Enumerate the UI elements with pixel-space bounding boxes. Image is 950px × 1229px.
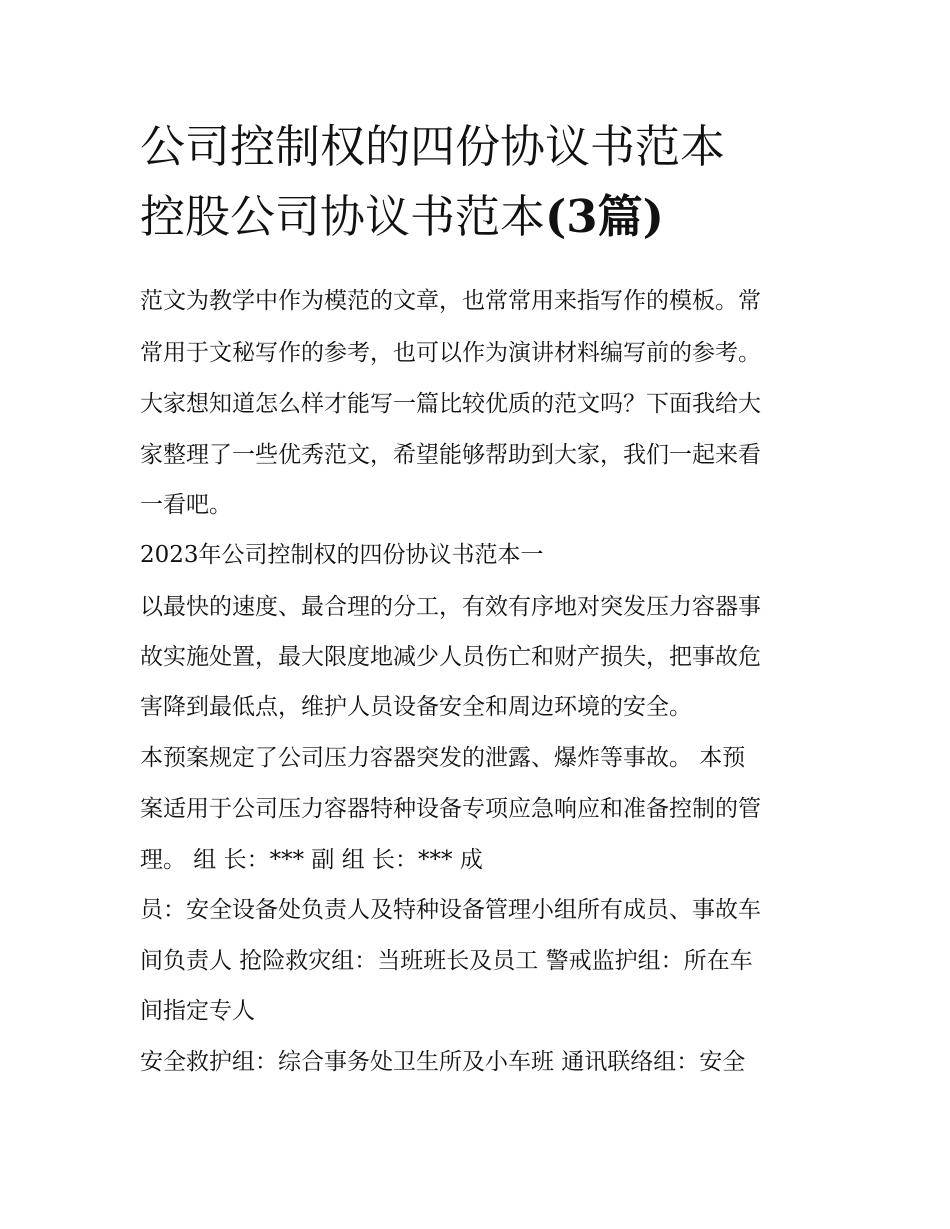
intro-line-4: 家整理了一些优秀范文，希望能够帮助到大家，我们一起来看	[140, 442, 761, 468]
body-line-1: 以最快的速度、最合理的分工，有效有序地对突发压力容器事	[140, 594, 761, 620]
body-line-3: 害降到最低点，维护人员设备安全和周边环境的安全。	[140, 694, 692, 720]
body-line-2: 故实施处置，最大限度地减少人员伤亡和财产损失，把事故危	[140, 644, 761, 670]
body-line-9: 间指定专人	[140, 998, 255, 1024]
body-line-8: 间负责人 抢险救灾组：当班班长及员工 警戒监护组：所在车	[140, 948, 753, 974]
title-line-2-main: 控股公司协议书范本	[140, 190, 546, 243]
intro-line-3: 大家想知道怎么样才能写一篇比较优质的范文吗？下面我给大	[140, 391, 761, 417]
intro-line-2: 常用于文秘写作的参考，也可以作为演讲材料编写前的参考。	[140, 340, 761, 366]
body-line-10: 安全救护组：综合事务处卫生所及小车班 通讯联络组：安全	[140, 1049, 746, 1075]
body-line-4: 本预案规定了公司压力容器突发的泄露、爆炸等事故。 本预	[140, 745, 746, 771]
document-title	[140, 112, 820, 252]
title-line-2	[140, 182, 820, 252]
title-line-2-count: (3篇)	[545, 190, 664, 243]
body-line-5: 案适用于公司压力容器特种设备专项应急响应和准备控制的管	[140, 796, 761, 822]
body-line-6: 理。 组 长：*** 副 组 长：*** 成	[140, 847, 483, 873]
intro-line-5: 一看吧。	[140, 492, 232, 518]
section-heading: 2023年公司控制权的四份协议书范本一	[140, 542, 544, 568]
body-line-7: 员：安全设备处负责人及特种设备管理小组所有成员、事故车	[140, 897, 761, 923]
intro-line-1: 范文为教学中作为模范的文章，也常常用来指写作的模板。常	[140, 288, 761, 314]
title-line-1: 公司控制权的四份协议书范本	[140, 120, 726, 173]
